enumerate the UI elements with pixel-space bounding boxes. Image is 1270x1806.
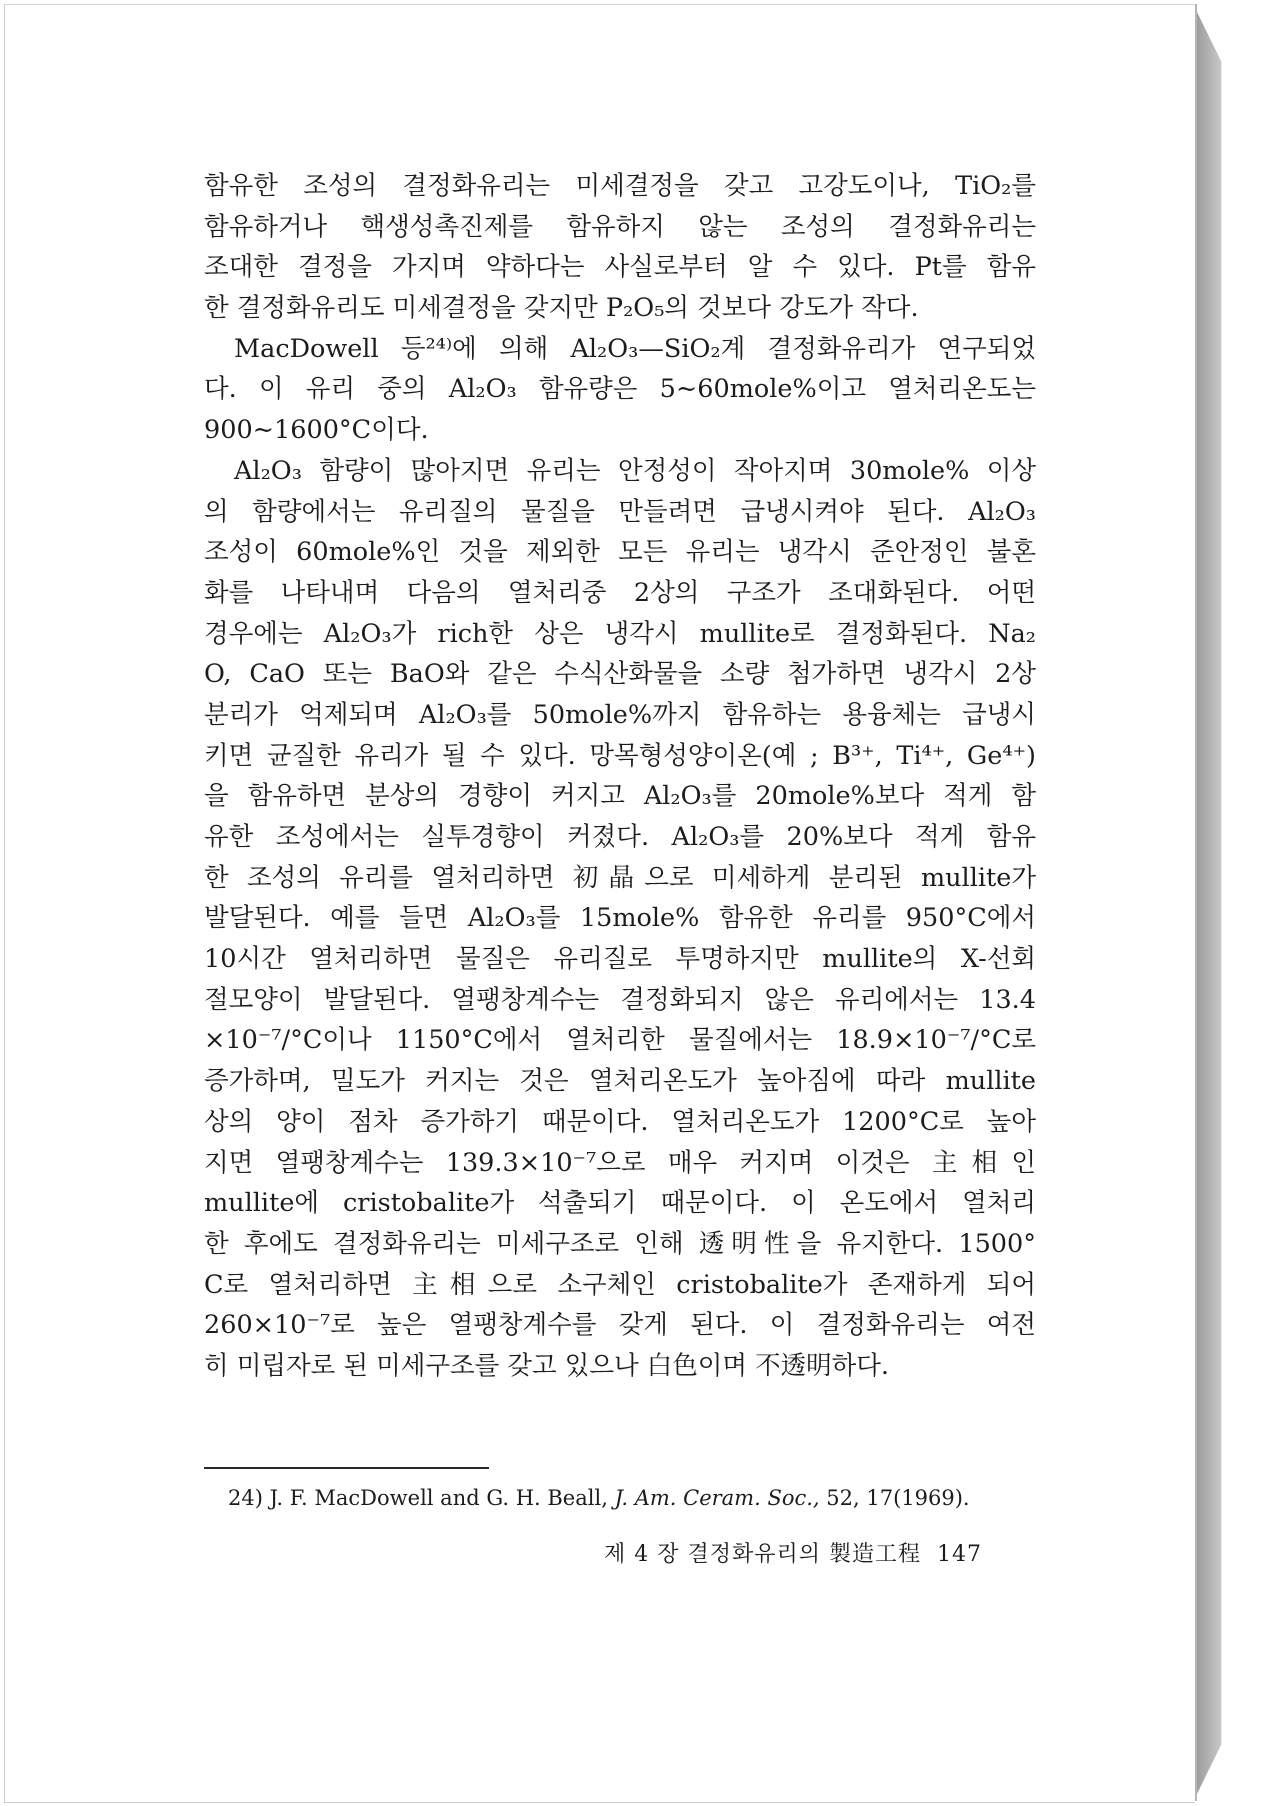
- footnote-journal: J. Am. Ceram. Soc.,: [614, 1486, 820, 1510]
- body-line: 을 함유하면 분상의 경향이 커지고 Al₂O₃를 20mole%보다 적게 함: [204, 781, 1036, 812]
- body-line: 의 함량에서는 유리질의 물질을 만들려면 급냉시켜야 된다. Al₂O₃: [204, 496, 1036, 527]
- footnote-authors: J. F. MacDowell and G. H. Beall,: [269, 1486, 608, 1510]
- body-line: 900∼1600°C이다.: [204, 415, 429, 446]
- body-line: 10시간 열처리하면 물질은 유리질로 투명하지만 mullite의 X-선회: [204, 944, 1036, 975]
- body-line: 260×10⁻⁷로 높은 열팽창계수를 갖게 된다. 이 결정화유리는 여전: [204, 1310, 1036, 1341]
- body-line: 키면 균질한 유리가 될 수 있다. 망목형성양이온(예 ; B³⁺, Ti⁴⁺, Ge⁴⁺): [204, 740, 1036, 771]
- body-line: 조성이 60mole%인 것을 제외한 모든 유리는 냉각시 준안정인 불혼: [204, 537, 1036, 568]
- body-line: 함유하거나 핵생성촉진제를 함유하지 않는 조성의 결정화유리는: [204, 211, 1036, 242]
- body-line: 분리가 억제되며 Al₂O₃를 50mole%까지 함유하는 용융체는 급냉시: [204, 699, 1036, 730]
- body-line: mullite에 cristobalite가 석출되기 때문이다. 이 온도에서 열처리: [204, 1188, 1036, 1219]
- body-line: 화를 나타내며 다음의 열처리중 2상의 구조가 조대화된다. 어떤: [204, 577, 1036, 608]
- body-text: [204, 166, 1036, 1387]
- body-line: 한 후에도 결정화유리는 미세구조로 인해 透明性을 유지한다. 1500°: [204, 1228, 1036, 1259]
- body-line: ×10⁻⁷/°C이나 1150°C에서 열처리한 물질에서는 18.9×10⁻⁷/°C로: [204, 1025, 1036, 1056]
- body-line: 히 미립자로 된 미세구조를 갖고 있으나 白色이며 不透明하다.: [204, 1350, 890, 1381]
- body-line: Al₂O₃ 함량이 많아지면 유리는 안정성이 작아지며 30mole% 이상: [234, 455, 1036, 486]
- body-line: 한 결정화유리도 미세결정을 갖지만 P₂O₅의 것보다 강도가 작다.: [204, 293, 919, 324]
- body-line: 상의 양이 점차 증가하기 때문이다. 열처리온도가 1200°C로 높아: [204, 1106, 1036, 1137]
- body-line: 지면 열팽창계수는 139.3×10⁻⁷으로 매우 커지며 이것은 主相인: [204, 1147, 1036, 1178]
- body-line: C로 열처리하면 主相으로 소구체인 cristobalite가 존재하게 되어: [204, 1269, 1036, 1300]
- footnote-number: 24): [228, 1486, 263, 1510]
- footnote-ref: 52, 17(1969).: [826, 1486, 970, 1510]
- running-footer: [604, 1537, 982, 1568]
- body-line: 증가하며, 밀도가 커지는 것은 열처리온도가 높아짐에 따라 mullite: [204, 1066, 1036, 1097]
- body-line: 한 조성의 유리를 열처리하면 初晶으로 미세하게 분리된 mullite가: [204, 862, 1036, 893]
- body-line: 발달된다. 예를 들면 Al₂O₃를 15mole% 함유한 유리를 950°C에서: [204, 903, 1036, 934]
- body-line: MacDowell 등²⁴⁾에 의해 Al₂O₃—SiO₂계 결정화유리가 연구되었: [234, 333, 1036, 364]
- body-line: 절모양이 발달된다. 열팽창계수는 결정화되지 않은 유리에서는 13.4: [204, 984, 1036, 1015]
- footnote-divider: [204, 1467, 489, 1469]
- footnote: [228, 1486, 970, 1510]
- body-line: O, CaO 또는 BaO와 같은 수식산화물을 소량 첨가하면 냉각시 2상: [204, 659, 1036, 690]
- body-line: 다. 이 유리 중의 Al₂O₃ 함유량은 5∼60mole%이고 열처리온도는: [204, 374, 1036, 405]
- body-line: 조대한 결정을 가지며 약하다는 사실로부터 알 수 있다. Pt를 함유: [204, 252, 1036, 283]
- page-edge-line: [1195, 4, 1197, 1801]
- body-line: 유한 조성에서는 실투경향이 커졌다. Al₂O₃를 20%보다 적게 함유: [204, 822, 1036, 852]
- body-line: 함유한 조성의 결정화유리는 미세결정을 갖고 고강도이나, TiO₂를: [204, 171, 1036, 201]
- page-number: 147: [937, 1542, 982, 1567]
- body-line: 경우에는 Al₂O₃가 rich한 상은 냉각시 mullite로 결정화된다. Na₂: [204, 618, 1036, 649]
- page-edge-shadow: [1195, 8, 1261, 1798]
- chapter-title: 제 4 장 결정화유리의 製造工程: [604, 1542, 921, 1567]
